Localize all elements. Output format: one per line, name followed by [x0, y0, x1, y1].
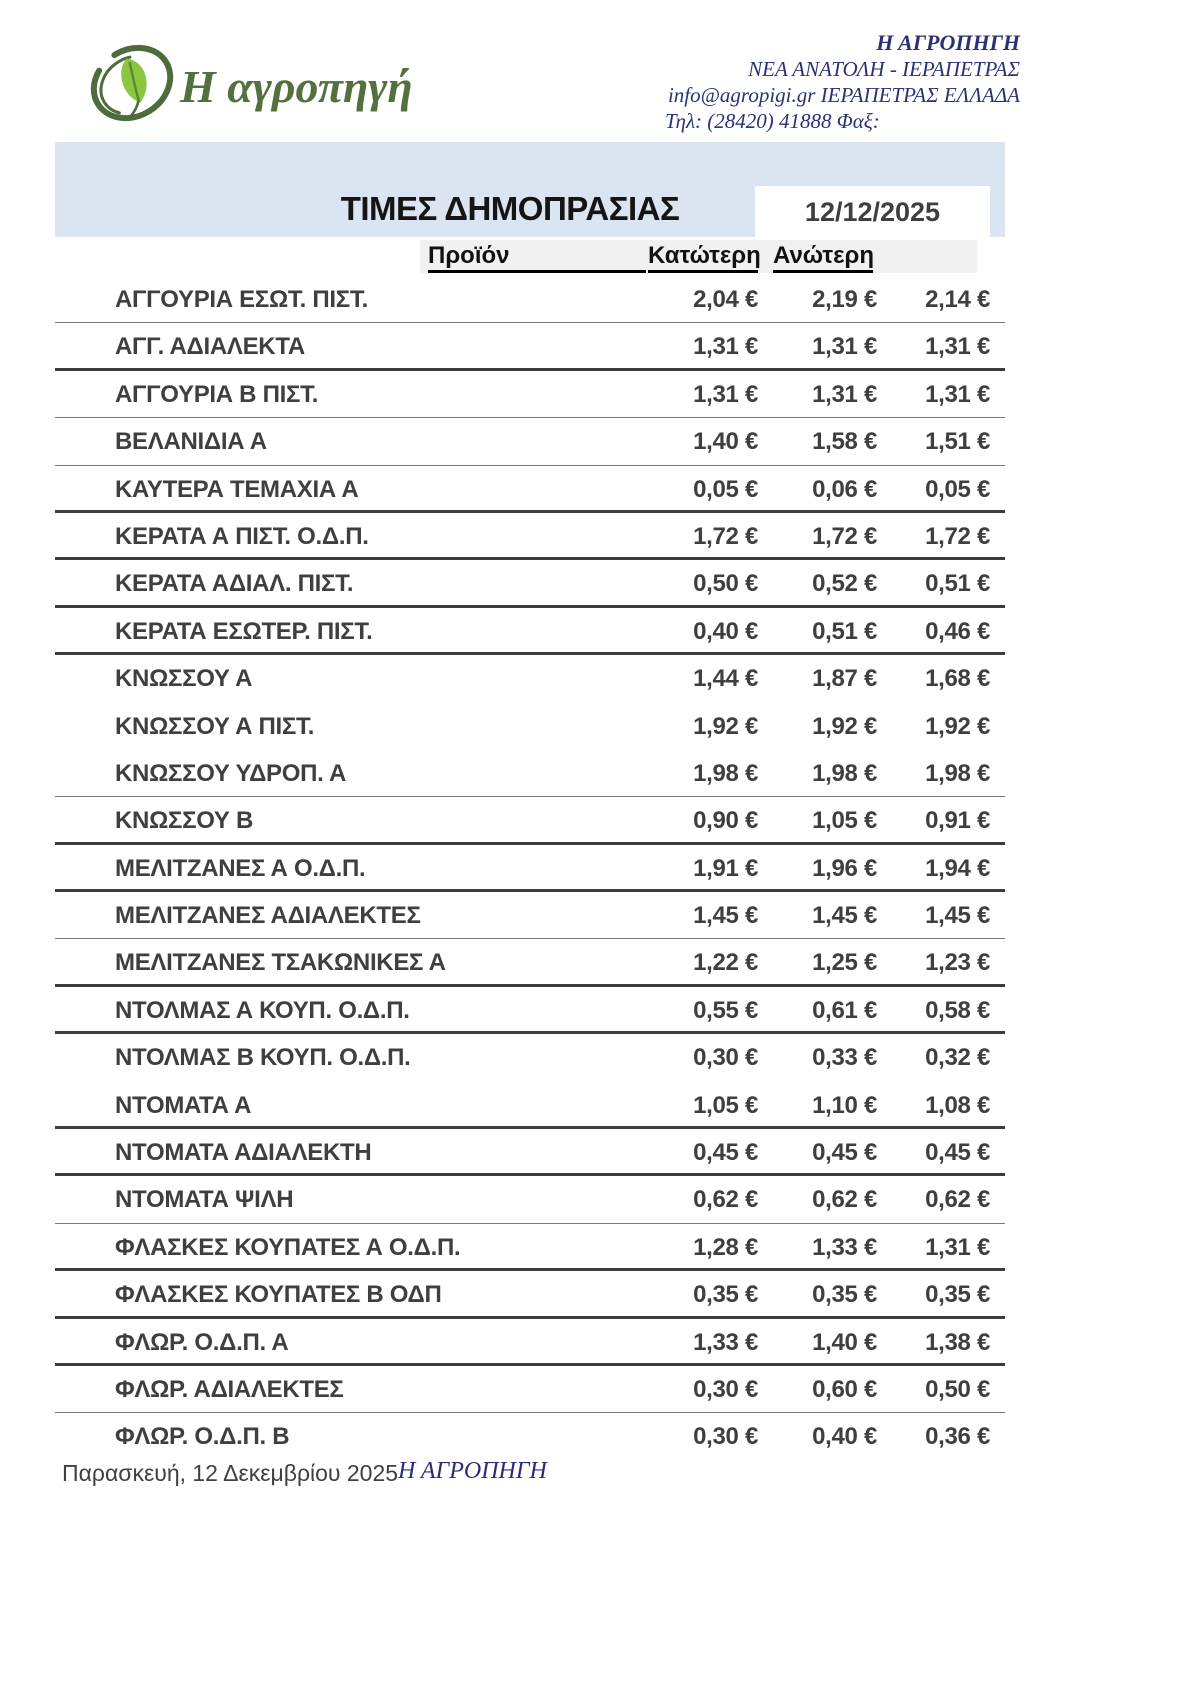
company-phone-line: Τηλ: (28420) 41888 Φαξ:	[665, 109, 880, 133]
table-row	[55, 703, 1005, 750]
product-name: ΦΛΩΡ. Ο.Δ.Π. Α	[115, 1328, 289, 1356]
price-low: 1,31 €	[693, 380, 758, 408]
product-name: ΝΤΟΛΜΑΣ Β ΚΟΥΠ. Ο.Δ.Π.	[115, 1044, 411, 1072]
price-high: 1,92 €	[812, 712, 877, 740]
table-row	[55, 608, 1005, 655]
price-high: 1,31 €	[812, 333, 877, 361]
price-average: 0,62 €	[925, 1186, 990, 1214]
price-average: 1,31 €	[925, 380, 990, 408]
footer-date: Παρασκευή, 12 Δεκεμβρίου 2025	[62, 1460, 399, 1486]
price-high: 1,05 €	[812, 807, 877, 835]
price-low: 0,30 €	[693, 1423, 758, 1451]
table-row	[55, 1413, 1005, 1460]
price-average: 1,31 €	[925, 1233, 990, 1261]
price-high: 0,62 €	[812, 1186, 877, 1214]
product-name: ΚΕΡΑΤΑ ΑΔΙΑΛ. ΠΙΣΤ.	[115, 570, 354, 598]
product-name: ΚΝΩΣΣΟΥ ΥΔΡΟΠ. Α	[115, 759, 347, 787]
price-high: 1,45 €	[812, 902, 877, 930]
price-low: 1,92 €	[693, 712, 758, 740]
price-low: 0,30 €	[693, 1375, 758, 1403]
auction-date: 12/12/2025	[755, 186, 990, 238]
price-low: 1,05 €	[693, 1091, 758, 1119]
price-high: 1,40 €	[812, 1328, 877, 1356]
table-row	[55, 323, 1005, 370]
price-low: 0,40 €	[693, 617, 758, 645]
product-name: ΚΝΩΣΣΟΥ Α ΠΙΣΤ.	[115, 712, 315, 740]
price-low: 2,04 €	[693, 286, 758, 313]
product-name: ΜΕΛΙΤΖΑΝΕΣ ΑΔΙΑΛΕΚΤΕΣ	[115, 902, 421, 930]
price-average: 0,58 €	[925, 996, 990, 1024]
footer-company-name: Η ΑΓΡΟΠΗΓΗ	[398, 1458, 547, 1484]
table-row	[55, 655, 1005, 702]
price-table	[55, 276, 1005, 1461]
price-average: 0,50 €	[925, 1375, 990, 1403]
table-row	[55, 466, 1005, 513]
price-average: 0,45 €	[925, 1139, 990, 1167]
price-high: 1,72 €	[812, 522, 877, 550]
price-average: 1,98 €	[925, 759, 990, 787]
price-average: 1,31 €	[925, 333, 990, 361]
product-name: ΚΝΩΣΣΟΥ Α	[115, 665, 253, 693]
column-header-low: Κατώτερη	[648, 240, 758, 273]
product-name: ΦΛΩΡ. Ο.Δ.Π. Β	[115, 1423, 290, 1451]
price-average: 1,94 €	[925, 854, 990, 882]
price-high: 1,10 €	[812, 1091, 877, 1119]
price-high: 1,87 €	[812, 665, 877, 693]
price-low: 0,90 €	[693, 807, 758, 835]
price-average: 1,23 €	[925, 949, 990, 977]
price-average: 1,68 €	[925, 665, 990, 693]
table-row	[55, 418, 1005, 465]
table-row	[55, 750, 1005, 797]
price-low: 1,31 €	[693, 333, 758, 361]
table-row	[55, 1034, 1005, 1081]
price-average: 0,46 €	[925, 617, 990, 645]
table-row	[55, 276, 1005, 323]
price-high: 2,19 €	[812, 286, 877, 313]
price-high: 1,31 €	[812, 380, 877, 408]
product-name: ΜΕΛΙΤΖΑΝΕΣ Α Ο.Δ.Π.	[115, 854, 366, 882]
price-low: 0,50 €	[693, 570, 758, 598]
product-name: ΝΤΟΜΑΤΑ ΑΔΙΑΛΕΚΤΗ	[115, 1139, 372, 1167]
table-row	[55, 987, 1005, 1034]
price-average: 1,45 €	[925, 902, 990, 930]
price-average: 0,51 €	[925, 570, 990, 598]
price-high: 0,60 €	[812, 1375, 877, 1403]
product-name: ΚΕΡΑΤΑ ΕΣΩΤΕΡ. ΠΙΣΤ.	[115, 617, 373, 645]
product-name: ΝΤΟΜΑΤΑ Α	[115, 1091, 252, 1119]
price-low: 0,05 €	[693, 475, 758, 503]
product-name: ΑΓΓΟΥΡΙΑ Β ΠΙΣΤ.	[115, 380, 319, 408]
price-high: 1,98 €	[812, 759, 877, 787]
company-name: Η ΑΓΡΟΠΗΓΗ	[876, 30, 1020, 55]
price-low: 1,72 €	[693, 522, 758, 550]
table-row	[55, 939, 1005, 986]
price-high: 1,33 €	[812, 1233, 877, 1261]
price-low: 1,22 €	[693, 949, 758, 977]
price-low: 1,33 €	[693, 1328, 758, 1356]
price-average: 0,91 €	[925, 807, 990, 835]
table-row	[55, 1176, 1005, 1223]
price-high: 1,96 €	[812, 854, 877, 882]
company-logo	[80, 28, 420, 138]
price-high: 0,45 €	[812, 1139, 877, 1167]
table-row	[55, 1224, 1005, 1271]
table-row	[55, 892, 1005, 939]
table-row	[55, 371, 1005, 418]
price-high: 1,58 €	[812, 428, 877, 456]
price-low: 0,55 €	[693, 996, 758, 1024]
product-name: ΦΛΑΣΚΕΣ ΚΟΥΠΑΤΕΣ Α Ο.Δ.Π.	[115, 1233, 461, 1261]
price-low: 1,28 €	[693, 1233, 758, 1261]
price-low: 1,45 €	[693, 902, 758, 930]
price-average: 1,38 €	[925, 1328, 990, 1356]
table-row	[55, 1129, 1005, 1176]
product-name: ΦΛΩΡ. ΑΔΙΑΛΕΚΤΕΣ	[115, 1375, 344, 1403]
product-name: ΝΤΟΛΜΑΣ Α ΚΟΥΠ. Ο.Δ.Π.	[115, 996, 410, 1024]
company-address: ΝΕΑ ΑΝΑΤΟΛΗ - ΙΕΡΑΠΕΤΡΑΣ	[748, 57, 1020, 81]
company-email-line: info@agropigi.gr ΙΕΡΑΠΕΤΡΑΣ ΕΛΛΑΔΑ	[667, 83, 1020, 107]
price-high: 0,33 €	[812, 1044, 877, 1072]
price-low: 1,44 €	[693, 665, 758, 693]
table-row	[55, 797, 1005, 844]
product-name: ΚΕΡΑΤΑ Α ΠΙΣΤ. Ο.Δ.Π.	[115, 522, 369, 550]
product-name: ΚΑΥΤΕΡΑ ΤΕΜΑΧΙΑ Α	[115, 475, 359, 503]
price-low: 0,45 €	[693, 1139, 758, 1167]
product-name: ΦΛΑΣΚΕΣ ΚΟΥΠΑΤΕΣ Β ΟΔΠ	[115, 1281, 442, 1309]
price-average: 1,92 €	[925, 712, 990, 740]
leaf-logo-icon	[80, 28, 420, 138]
price-average: 1,51 €	[925, 428, 990, 456]
price-average: 0,36 €	[925, 1423, 990, 1451]
price-average: 0,05 €	[925, 475, 990, 503]
price-low: 0,62 €	[693, 1186, 758, 1214]
column-header-product: Προϊόν	[428, 240, 646, 273]
price-low: 0,35 €	[693, 1281, 758, 1309]
table-row	[55, 1319, 1005, 1366]
price-high: 0,06 €	[812, 475, 877, 503]
product-name: ΚΝΩΣΣΟΥ Β	[115, 807, 254, 835]
price-average: 0,35 €	[925, 1281, 990, 1309]
price-low: 1,91 €	[693, 854, 758, 882]
product-name: ΑΓΓΟΥΡΙΑ ΕΣΩΤ. ΠΙΣΤ.	[115, 286, 368, 313]
product-name: ΝΤΟΜΑΤΑ ΨΙΛΗ	[115, 1186, 294, 1214]
page-title: ΤΙΜΕΣ ΔΗΜΟΠΡΑΣΙΑΣ	[340, 190, 680, 227]
table-row	[55, 1271, 1005, 1318]
price-average: 0,32 €	[925, 1044, 990, 1072]
price-low: 0,30 €	[693, 1044, 758, 1072]
product-name: ΑΓΓ. ΑΔΙΑΛΕΚΤΑ	[115, 333, 305, 361]
price-high: 0,35 €	[812, 1281, 877, 1309]
table-row	[55, 1082, 1005, 1129]
price-average: 2,14 €	[925, 286, 990, 313]
price-low: 1,40 €	[693, 428, 758, 456]
table-row	[55, 1366, 1005, 1413]
price-high: 1,25 €	[812, 949, 877, 977]
company-info	[620, 30, 1020, 134]
table-row	[55, 513, 1005, 560]
product-name: ΒΕΛΑΝΙΔΙΑ Α	[115, 428, 267, 456]
price-average: 1,08 €	[925, 1091, 990, 1119]
logo-text: Η αγροπηγή	[180, 61, 413, 112]
price-high: 0,51 €	[812, 617, 877, 645]
price-low: 1,98 €	[693, 759, 758, 787]
price-high: 0,40 €	[812, 1423, 877, 1451]
price-high: 0,52 €	[812, 570, 877, 598]
product-name: ΜΕΛΙΤΖΑΝΕΣ ΤΣΑΚΩΝΙΚΕΣ Α	[115, 949, 446, 977]
table-row	[55, 560, 1005, 607]
price-average: 1,72 €	[925, 522, 990, 550]
column-header-high: Ανώτερη	[773, 240, 873, 273]
price-high: 0,61 €	[812, 996, 877, 1024]
table-row	[55, 845, 1005, 892]
